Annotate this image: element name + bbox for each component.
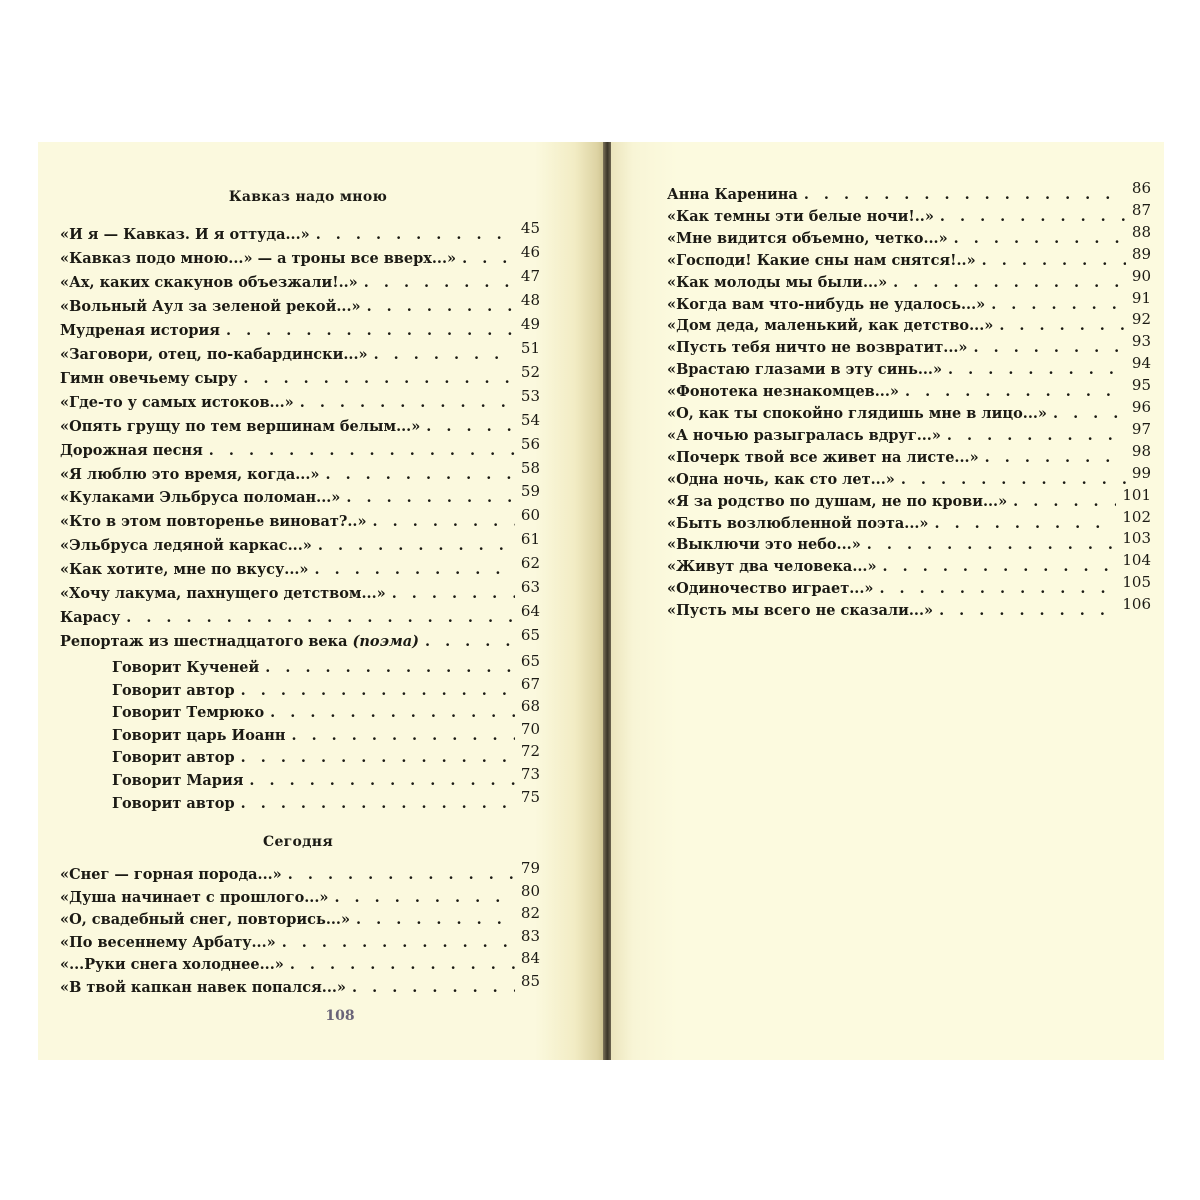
dot-leader — [367, 297, 515, 317]
toc-entry — [60, 314, 540, 340]
dot-leader — [241, 748, 515, 768]
toc-entry — [60, 410, 540, 436]
dot-leader — [893, 273, 1126, 293]
dot-leader — [290, 955, 515, 975]
toc-entry-page: 84 — [520, 949, 540, 968]
dot-leader — [999, 316, 1126, 336]
toc-entry — [60, 242, 540, 268]
toc-entry-title: Говорит царь Иоанн — [112, 726, 286, 744]
dot-leader — [241, 681, 515, 701]
toc-entry-page: 87 — [1131, 200, 1151, 219]
toc-entry-page: 95 — [1131, 376, 1151, 395]
dot-leader — [270, 703, 515, 723]
toc-entry-title: Карасу — [60, 609, 121, 627]
toc-entry — [60, 859, 540, 884]
toc-entry-page: 45 — [520, 219, 540, 237]
toc-entry-title: Говорит автор — [112, 749, 235, 767]
toc-entry-title: «Живут два человека...» — [667, 558, 877, 576]
toc-entry — [60, 290, 540, 316]
toc-entry-page: 64 — [520, 602, 540, 621]
toc-entry-title: Гимн овечьему сыру — [60, 369, 238, 387]
toc-entry — [60, 926, 540, 952]
toc-entry-page: 90 — [1131, 266, 1151, 285]
toc-entry — [60, 362, 540, 388]
toc-entry — [667, 463, 1151, 489]
left-page — [38, 142, 603, 1060]
book-gutter — [603, 142, 611, 1060]
toc-entry-page: 62 — [520, 554, 540, 573]
toc-entry-page: 105 — [1122, 573, 1151, 592]
toc-entry — [60, 506, 540, 531]
toc-entry-title: «Хочу лакума, пахнущего детством...» — [60, 585, 386, 603]
dot-leader — [940, 207, 1126, 227]
toc-entry — [667, 354, 1151, 379]
toc-entry — [667, 179, 1151, 204]
dot-leader — [1013, 492, 1116, 512]
toc-entry-title: Дорожная песня — [60, 441, 203, 459]
dot-leader — [985, 448, 1126, 468]
toc-entry-title: «Я за родство по душам, не по крови...» — [667, 492, 1008, 510]
toc-entry — [667, 551, 1151, 576]
right-page — [611, 142, 1164, 1060]
toc-entry-page: 86 — [1131, 179, 1151, 197]
toc-entry-title: «Кулаками Эльбруса поломан...» — [60, 489, 341, 507]
toc-entry-title: «Врастаю глазами в эту синь...» — [667, 361, 943, 379]
section-heading: Кавказ надо мною — [228, 189, 388, 205]
toc-entry — [667, 595, 1151, 620]
toc-entry-title: «В твой капкан навек попался...» — [60, 979, 346, 996]
toc-entry-page: 97 — [1131, 419, 1151, 438]
toc-entry-page: 96 — [1131, 398, 1151, 416]
dot-leader — [291, 726, 514, 746]
toc-entry — [667, 332, 1151, 357]
toc-entry — [112, 674, 540, 700]
toc-entry — [60, 904, 540, 929]
toc-entry — [60, 881, 540, 907]
dot-leader — [867, 535, 1117, 555]
dot-leader — [288, 865, 515, 885]
toc-entry-title: «Снег — горная порода...» — [60, 866, 282, 883]
toc-entry-title: Говорит Темрюко — [112, 704, 265, 722]
dot-leader — [282, 933, 515, 953]
toc-entry — [667, 222, 1151, 248]
toc-entry-page: 82 — [520, 904, 540, 923]
dot-leader — [879, 579, 1116, 599]
toc-entry — [112, 787, 540, 813]
toc-entry — [60, 578, 540, 603]
toc-entry — [60, 219, 540, 244]
toc-entry-title: Анна Каренина — [667, 186, 798, 203]
dot-leader — [883, 557, 1117, 577]
toc-entry-page: 52 — [520, 362, 540, 381]
dot-leader — [265, 658, 515, 678]
toc-entry-title: «Опять грущу по тем вершинам белым...» — [60, 417, 421, 435]
toc-entry-page: 75 — [520, 787, 540, 806]
dot-leader — [804, 185, 1126, 205]
toc-entry-page: 56 — [520, 434, 540, 453]
toc-entry-page: 65 — [520, 626, 540, 645]
toc-entry-page: 54 — [520, 410, 540, 429]
toc-entry — [112, 652, 540, 677]
toc-entry-page: 53 — [520, 386, 540, 405]
toc-entry — [112, 742, 540, 767]
dot-leader — [373, 512, 515, 532]
dot-leader — [425, 632, 515, 652]
toc-entry — [667, 529, 1151, 554]
toc-entry-title: «Господи! Какие сны нам снятся!..» — [667, 251, 976, 269]
toc-entry — [60, 386, 540, 412]
toc-entry — [60, 530, 540, 555]
dot-leader — [991, 295, 1126, 315]
toc-entry-title: «Заговори, отец, по-кабардински...» — [60, 345, 368, 363]
toc-entry — [667, 266, 1151, 292]
toc-entry-page: 60 — [520, 506, 540, 525]
dot-leader — [334, 888, 514, 908]
toc-entry-title: «О, свадебный снег, повторись...» — [60, 911, 351, 929]
dot-leader — [948, 360, 1126, 380]
toc-entry — [112, 719, 540, 745]
toc-entry — [60, 602, 540, 627]
toc-entry-title: «Вольный Аул за зеленой рекой...» — [60, 297, 361, 315]
toc-entry-title: «Ах, каких скакунов объезжали!..» — [60, 273, 358, 291]
toc-entry-page: 46 — [520, 242, 540, 261]
toc-entry-title: Говорит автор — [112, 794, 235, 812]
toc-entry-page: 99 — [1131, 463, 1151, 482]
toc-entry-page: 63 — [520, 578, 540, 597]
dot-leader — [346, 488, 515, 508]
toc-entry — [667, 441, 1151, 467]
toc-entry-title: «Почерк твой все живет на листе...» — [667, 448, 979, 466]
toc-entry-page: 80 — [520, 881, 540, 900]
toc-entry — [667, 398, 1151, 423]
toc-entry-page: 49 — [520, 314, 540, 333]
dot-leader — [126, 608, 515, 628]
toc-entry-title: «А ночью разыгралась вдруг...» — [667, 426, 941, 444]
toc-entry-title: Говорит автор — [112, 681, 235, 699]
toc-entry — [667, 419, 1151, 445]
toc-entry-title: Говорит Кученей — [112, 659, 260, 676]
toc-entry-title: «Быть возлюбленной поэта...» — [667, 514, 929, 532]
toc-entry — [60, 626, 540, 651]
dot-leader — [325, 465, 514, 485]
dot-leader — [982, 251, 1126, 271]
toc-entry — [60, 434, 540, 460]
toc-entry-page: 70 — [520, 719, 540, 738]
dot-leader — [249, 771, 515, 791]
dot-leader — [426, 417, 515, 437]
toc-entry — [60, 458, 540, 484]
toc-entry-page: 73 — [520, 765, 540, 783]
toc-entry-page: 61 — [520, 530, 540, 549]
dot-leader — [1053, 404, 1126, 424]
dot-leader — [318, 536, 515, 556]
dot-leader — [364, 273, 515, 293]
dot-leader — [934, 514, 1116, 534]
toc-entry-page: 85 — [520, 972, 540, 990]
toc-entry — [667, 310, 1151, 335]
page-number: 108 — [325, 1008, 355, 1024]
toc-entry-title: «И я — Кавказ. И я оттуда...» — [60, 226, 310, 243]
dot-leader — [939, 601, 1116, 621]
toc-entry-page: 101 — [1122, 485, 1151, 504]
dot-leader — [352, 978, 515, 998]
toc-entry-page: 89 — [1131, 244, 1151, 263]
dot-leader — [905, 382, 1126, 402]
toc-entry-title: «Как темны эти белые ночи!..» — [667, 207, 934, 225]
toc-entry-page: 48 — [520, 290, 540, 309]
toc-entry-page: 92 — [1131, 310, 1151, 329]
toc-entry — [667, 376, 1151, 401]
toc-entry — [112, 697, 540, 722]
dot-leader — [356, 910, 515, 930]
toc-entry-title: «Как хотите, мне по вкусу...» — [60, 561, 309, 579]
dot-leader — [241, 794, 515, 814]
toc-entry — [667, 507, 1151, 533]
toc-entry-note: (поэма) — [352, 633, 419, 651]
toc-entry-title: «Душа начинает с прошлого...» — [60, 888, 329, 906]
toc-entry-title: «Кто в этом повторенье виноват?..» — [60, 513, 367, 531]
toc-entry-title: «Я люблю это время, когда...» — [60, 465, 320, 483]
toc-entry-page: 102 — [1122, 507, 1151, 526]
toc-entry-title: Репортаж из шестнадцатого века — [60, 633, 348, 651]
dot-leader — [954, 229, 1126, 249]
dot-leader — [315, 560, 515, 580]
toc-entry-page: 104 — [1122, 551, 1151, 570]
toc-entry-page: 72 — [520, 742, 540, 761]
toc-entry-page: 103 — [1122, 529, 1151, 548]
toc-entry — [60, 482, 540, 507]
toc-entry-page: 58 — [520, 458, 540, 477]
dot-leader — [462, 249, 515, 269]
dot-leader — [316, 225, 515, 245]
toc-entry — [667, 200, 1151, 226]
toc-entry-title: «Где-то у самых истоков...» — [60, 393, 294, 411]
toc-entry — [60, 266, 540, 292]
toc-entry — [60, 554, 540, 579]
toc-entry-title: «Мне видится объемно, четко...» — [667, 229, 948, 247]
toc-entry-title: «Фонотека незнакомцев...» — [667, 383, 899, 401]
toc-entry-title: «Дом деда, маленький, как детство...» — [667, 317, 994, 335]
toc-entry-title: Мудреная история — [60, 321, 220, 339]
toc-entry-title: «По весеннему Арбату...» — [60, 933, 276, 951]
toc-entry-page: 79 — [520, 859, 540, 877]
toc-entry-page: 98 — [1131, 441, 1151, 460]
toc-entry-page: 93 — [1131, 332, 1151, 351]
toc-entry-page: 94 — [1131, 354, 1151, 373]
toc-entry-page: 59 — [520, 482, 540, 501]
dot-leader — [300, 393, 515, 413]
toc-entry-page: 83 — [520, 926, 540, 945]
toc-entry-title: «Как молоды мы были...» — [667, 273, 888, 291]
toc-entry-page: 51 — [520, 338, 540, 357]
section-heading: Сегодня — [263, 834, 333, 850]
dot-leader — [209, 441, 515, 461]
toc-entry — [667, 288, 1151, 314]
toc-entry-page: 88 — [1131, 222, 1151, 241]
toc-entry-title: «Пусть тебя ничто не возвратит...» — [667, 339, 968, 357]
dot-leader — [392, 584, 515, 604]
dot-leader — [974, 338, 1126, 358]
toc-entry — [667, 485, 1151, 511]
toc-entry-page: 65 — [520, 652, 540, 670]
dot-leader — [243, 369, 515, 389]
toc-entry — [60, 338, 540, 364]
toc-entry-title: «Одна ночь, как сто лет...» — [667, 470, 895, 488]
toc-entry-page: 106 — [1122, 595, 1151, 614]
dot-leader — [226, 321, 515, 341]
toc-entry — [60, 972, 540, 997]
toc-entry-title: Говорит Мария — [112, 772, 244, 789]
toc-entry-page: 68 — [520, 697, 540, 716]
toc-entry-title: «Когда вам что-нибудь не удалось...» — [667, 295, 986, 313]
toc-entry — [667, 573, 1151, 598]
toc-entry-page: 67 — [520, 674, 540, 693]
toc-entry-title: «Выключи это небо...» — [667, 536, 861, 554]
toc-entry — [60, 949, 540, 974]
dot-leader — [374, 345, 515, 365]
toc-entry-title: «Пусть мы всего не сказали...» — [667, 602, 934, 620]
toc-entry-title: «О, как ты спокойно глядишь мне в лицо...» — [667, 405, 1047, 422]
dot-leader — [947, 426, 1126, 446]
toc-entry-title: «Кавказ подо мною...» — а троны все вверх...» — [60, 249, 457, 267]
toc-entry-page: 47 — [520, 266, 540, 285]
dot-leader — [901, 470, 1126, 490]
toc-entry-page: 91 — [1131, 288, 1151, 307]
book-spread — [38, 142, 1164, 1060]
toc-entry-title: «Одиночество играет...» — [667, 580, 874, 598]
toc-entry — [112, 765, 540, 790]
toc-entry — [667, 244, 1151, 270]
toc-entry-title: «...Руки снега холоднее...» — [60, 956, 284, 974]
toc-entry-title: «Эльбруса ледяной каркас...» — [60, 537, 312, 555]
